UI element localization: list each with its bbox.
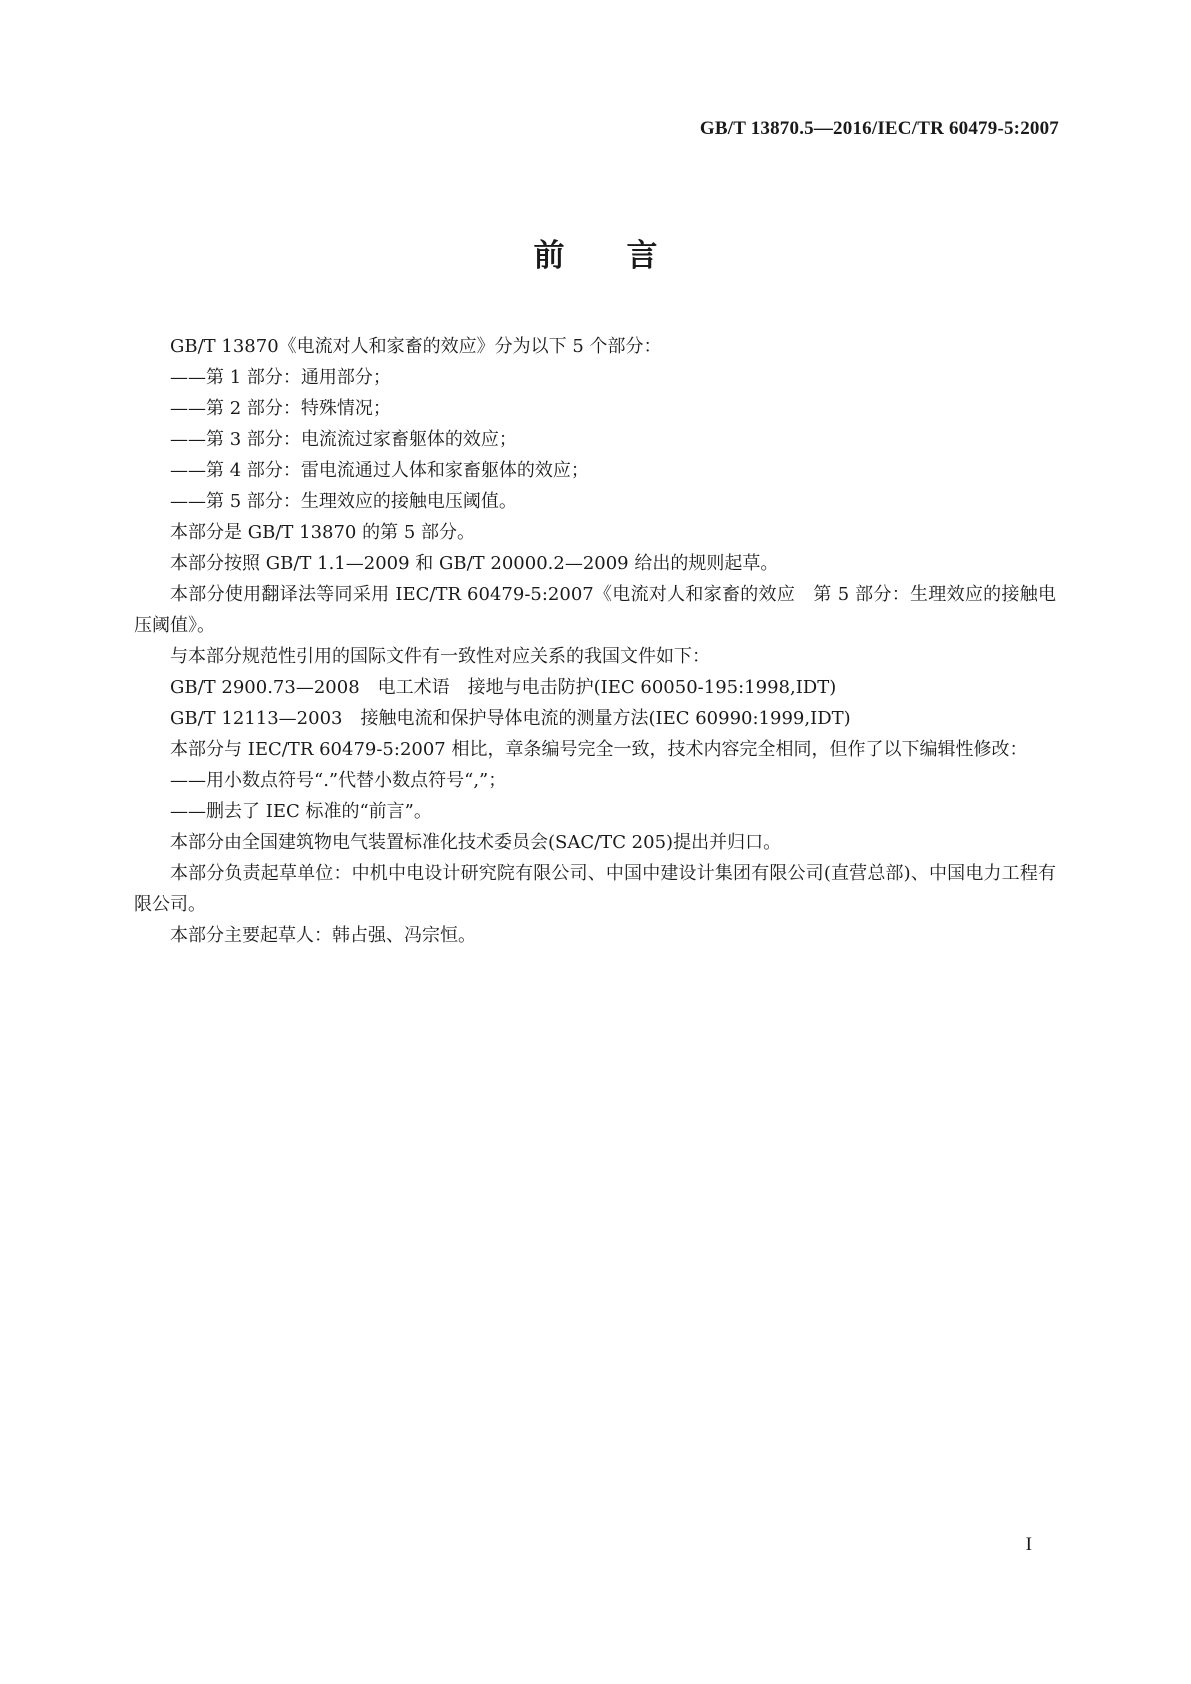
paragraph-drafting-rules: 本部分按照 GB/T 1.1—2009 和 GB/T 20000.2—2009 给出的规则起草。 <box>170 553 779 574</box>
paragraph-drafting-units: 本部分负责起草单位：中机中电设计研究院有限公司、中国中建设计集团有限公司(直营总部)、中国电力工程有限公司。 <box>134 863 1056 915</box>
foreword-body <box>134 331 1056 951</box>
list-item-part-4: ——第 4 部分：雷电流通过人体和家畜躯体的效应； <box>170 460 589 481</box>
list-item-part-1: ——第 1 部分：通用部分； <box>170 367 391 388</box>
paragraph-intro: GB/T 13870《电流对人和家畜的效应》分为以下 5 个部分： <box>170 336 662 357</box>
paragraph-proposer: 本部分由全国建筑物电气装置标准化技术委员会(SAC/TC 205)提出并归口。 <box>170 832 782 853</box>
paragraph-adoption: 本部分使用翻译法等同采用 IEC/TR 60479-5:2007《电流对人和家畜的效应 第 5 部分：生理效应的接触电压阈值》。 <box>134 584 1056 636</box>
paragraph-references-intro: 与本部分规范性引用的国际文件有一致性对应关系的我国文件如下： <box>170 646 710 667</box>
page-title: 前言 <box>533 238 720 274</box>
list-item-change-2: ——删去了 IEC 标准的“前言”。 <box>170 801 432 822</box>
list-item-part-3: ——第 3 部分：电流流过家畜躯体的效应； <box>170 429 517 450</box>
paragraph-editorial-changes: 本部分与 IEC/TR 60479-5:2007 相比，章条编号完全一致，技术内容完全相同，但作了以下编辑性修改： <box>170 739 1028 760</box>
standard-code-header: GB/T 13870.5—2016/IEC/TR 60479-5:2007 <box>699 118 1059 139</box>
paragraph-drafters: 本部分主要起草人：韩占强、冯宗恒。 <box>170 925 476 946</box>
page-number: I <box>1025 1534 1032 1555</box>
list-item-change-1: ——用小数点符号“.”代替小数点符号“,”； <box>170 770 507 791</box>
list-item-part-5: ——第 5 部分：生理效应的接触电压阈值。 <box>170 491 517 512</box>
reference-item-1: GB/T 2900.73—2008 电工术语 接地与电击防护(IEC 60050-195:1998,IDT) <box>170 677 837 698</box>
paragraph-part-statement: 本部分是 GB/T 13870 的第 5 部分。 <box>170 522 475 543</box>
list-item-part-2: ——第 2 部分：特殊情况； <box>170 398 391 419</box>
reference-item-2: GB/T 12113—2003 接触电流和保护导体电流的测量方法(IEC 60990:1999,IDT) <box>170 708 851 729</box>
